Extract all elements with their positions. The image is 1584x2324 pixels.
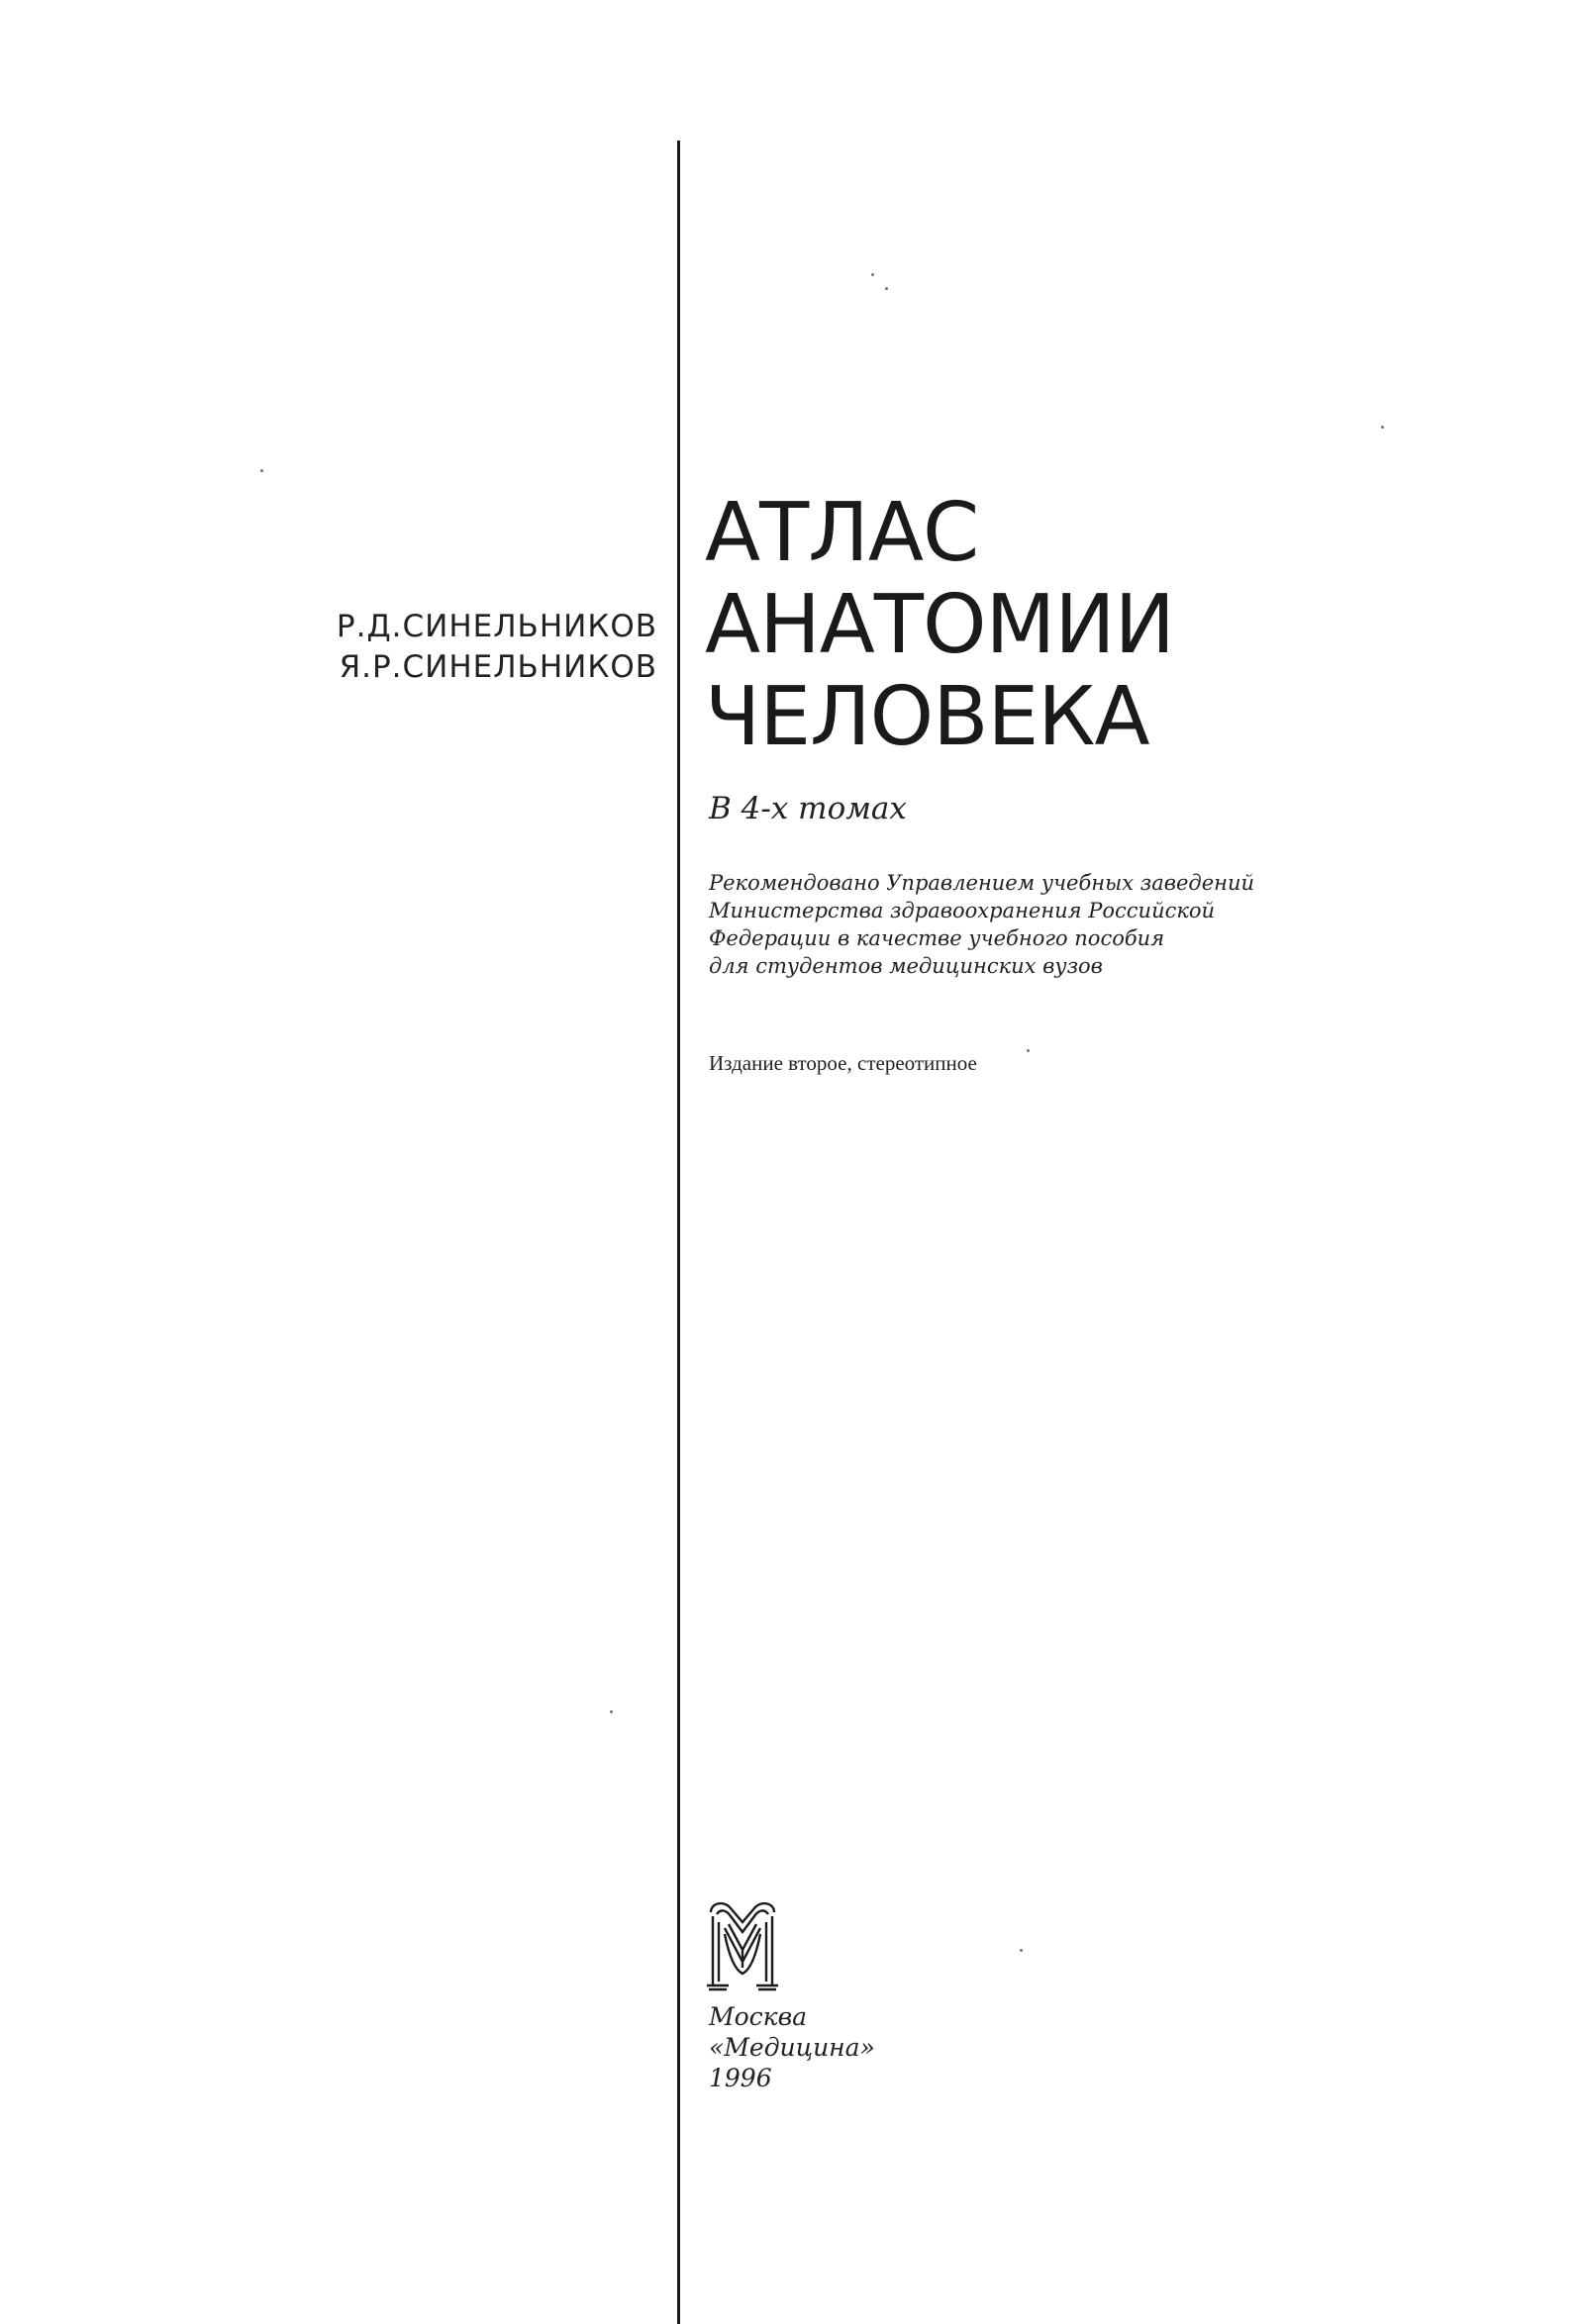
- recommendation-line-4: для студентов медицинских вузов: [709, 954, 1103, 978]
- scan-speck: [1027, 1049, 1030, 1052]
- recommendation-line-3: Федерации в качестве учебного пособия: [709, 926, 1165, 950]
- scan-speck: [871, 273, 874, 276]
- title-line-2: АНАТОМИИ: [705, 578, 1174, 672]
- recommendation-line-1: Рекомендовано Управлением учебных заведений: [709, 871, 1255, 895]
- scan-speck: [885, 287, 888, 290]
- recommendation-text: [709, 869, 1254, 980]
- author-2: Я.Р.СИНЕЛЬНИКОВ: [339, 649, 657, 685]
- publication-year: 1996: [709, 2064, 772, 2092]
- publisher-name: «Медицина»: [709, 2033, 875, 2062]
- title-line-3: ЧЕЛОВЕКА: [705, 670, 1149, 764]
- scan-speck: [1020, 1949, 1023, 1952]
- medicina-publisher-logo-icon: [705, 1898, 780, 1991]
- authors-block: [337, 607, 657, 688]
- vertical-divider: [677, 141, 680, 2324]
- volumes-note: В 4-х томах: [709, 791, 907, 826]
- scan-speck: [260, 469, 263, 472]
- recommendation-line-2: Министерства здравоохранения Российской: [709, 899, 1216, 922]
- scan-speck: [610, 1710, 613, 1713]
- publisher-block: [709, 2001, 875, 2093]
- publisher-city: Москва: [709, 2002, 808, 2031]
- author-1: Р.Д.СИНЕЛЬНИКОВ: [336, 609, 657, 644]
- title-line-1: АТЛАС: [705, 486, 979, 580]
- scan-speck: [1381, 426, 1384, 429]
- edition-note: Издание второе, стереотипное: [709, 1051, 977, 1075]
- book-title: [705, 487, 1174, 763]
